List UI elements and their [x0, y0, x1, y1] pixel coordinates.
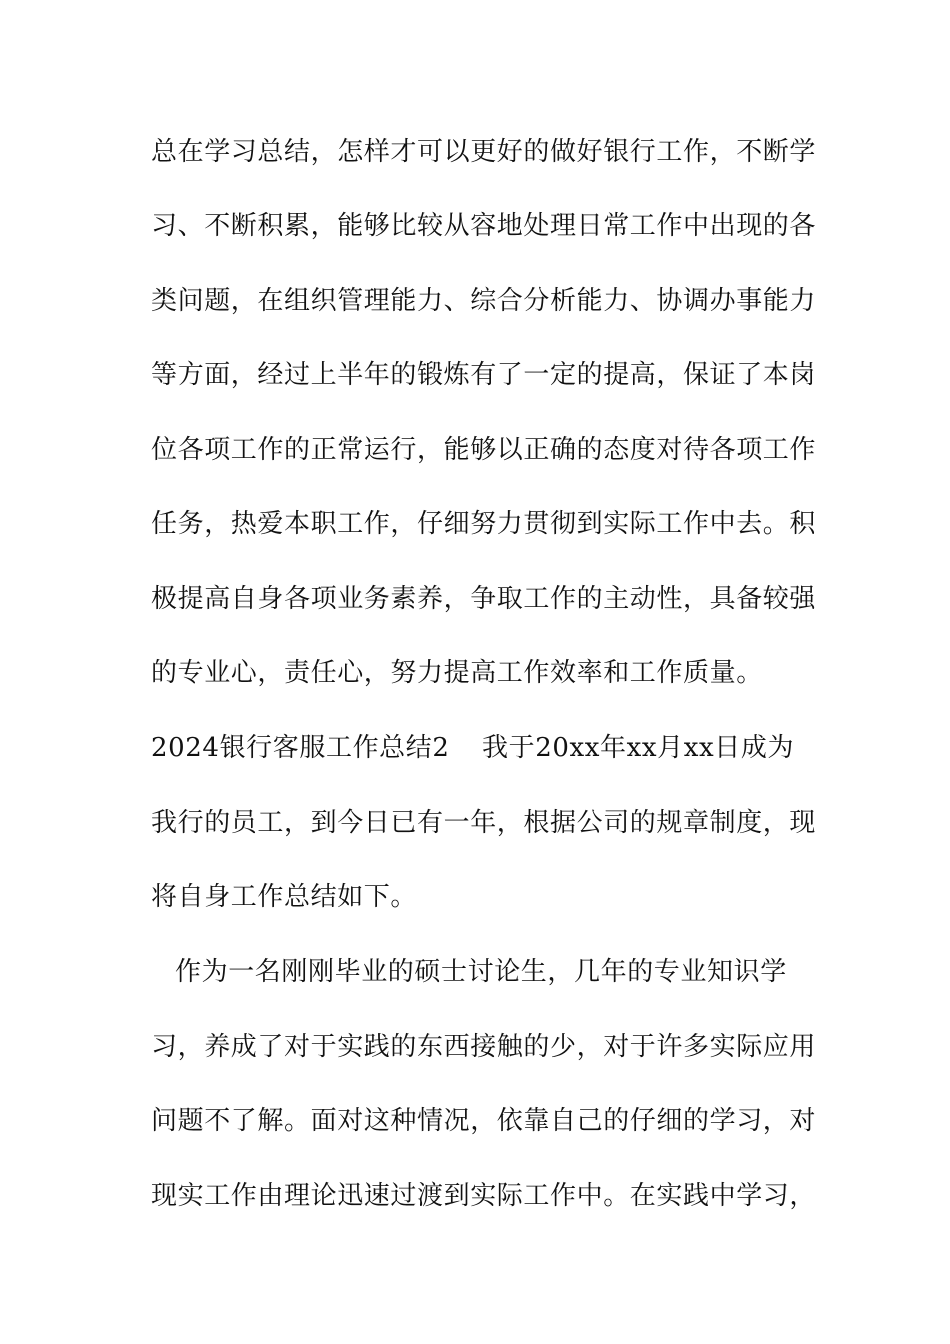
body-line: 类问题，在组织管理能力、综合分析能力、协调办事能力: [151, 286, 817, 316]
body-line: 任务，热爱本职工作，仔细努力贯彻到实际工作中去。积: [151, 509, 817, 539]
body-line: 习，养成了对于实践的东西接触的少，对于许多实际应用: [151, 1032, 817, 1062]
body-line-indented: 作为一名刚刚毕业的硕士讨论生，几年的专业知识学: [175, 957, 787, 987]
body-line: 我行的员工，到今日已有一年，根据公司的规章制度，现: [151, 808, 817, 838]
body-line: 总在学习总结，怎样才可以更好的做好银行工作，不断学: [151, 137, 817, 167]
body-line: 位各项工作的正常运行，能够以正确的态度对待各项工作: [151, 435, 817, 465]
section-lead-text: 我于20xx年xx月xx日成为: [482, 733, 795, 763]
body-line: 问题不了解。面对这种情况，依靠自己的仔细的学习，对: [151, 1106, 817, 1136]
body-line: 习、不断积累，能够比较从容地处理日常工作中出现的各: [151, 211, 817, 241]
section-title: 2024银行客服工作总结2: [151, 733, 450, 763]
body-line: 等方面，经过上半年的锻炼有了一定的提高，保证了本岗: [151, 360, 817, 390]
body-line: 将自身工作总结如下。: [151, 882, 418, 912]
body-line: 的专业心，责任心，努力提高工作效率和工作质量。: [151, 658, 763, 688]
body-line: 现实工作由理论迅速过渡到实际工作中。在实践中学习，: [151, 1181, 817, 1211]
body-line: 极提高自身各项业务素养，争取工作的主动性，具备较强: [151, 584, 817, 614]
